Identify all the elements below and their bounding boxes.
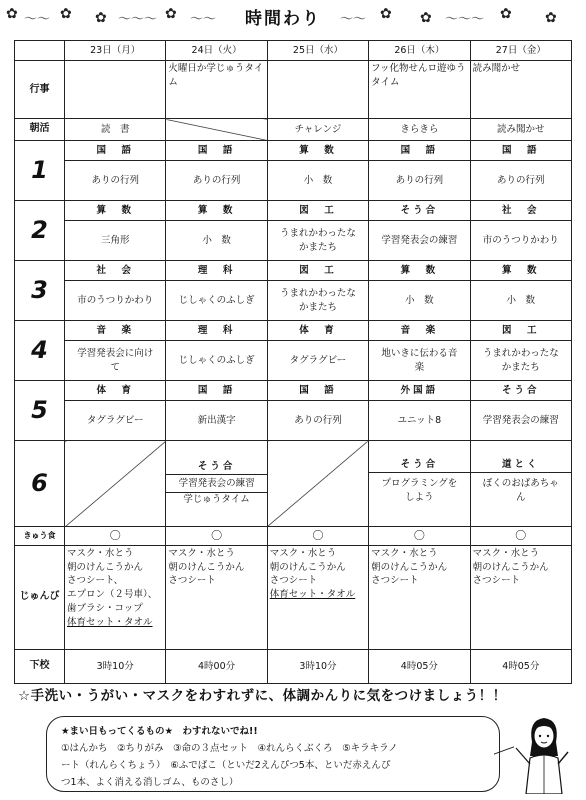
subject-label: 算 数	[267, 141, 368, 161]
subject-label: 体 育	[65, 381, 166, 401]
prep-item: 朝のけんこうかん	[472, 561, 549, 573]
bubble-line: ①はんかち ②ちりがみ ③命の３点セット ④れんらくぶくろ ⑤キラキラノ	[61, 743, 398, 755]
period6-wed-blank	[267, 441, 368, 527]
page-title: 時間わり	[245, 9, 321, 29]
lesson-detail: 新出漢字	[166, 401, 267, 441]
prep-item: マスク・水とう	[168, 547, 235, 559]
subject-label: 算 数	[166, 201, 267, 221]
prep-cell	[470, 545, 571, 649]
asakatsu-row	[15, 119, 572, 141]
subject-label: 理 科	[166, 261, 267, 281]
lesson-detail: じしゃくのふしぎ	[166, 281, 267, 321]
period-number: 6	[15, 441, 65, 527]
flower-icon: ✿	[95, 10, 107, 26]
period-number: 2	[15, 201, 65, 261]
day-header: 23日（月）	[65, 41, 166, 61]
period-row-details	[15, 401, 572, 441]
flower-icon: ✿	[420, 10, 432, 26]
lesson-detail: ありの行列	[470, 161, 571, 201]
period-row-details	[15, 281, 572, 321]
prep-row	[15, 545, 572, 649]
bubble-heading: ★まい日もってくるもの★ わすれないでね!!	[61, 726, 258, 737]
day-header: 27日（金）	[470, 41, 571, 61]
lesson-detail: プログラミングをしよう	[381, 478, 458, 503]
asakatsu-cell-blank	[166, 119, 267, 141]
period-row-subjects	[15, 381, 572, 401]
subject-label: 理 科	[166, 321, 267, 341]
lesson-detail: ユニット8	[369, 401, 470, 441]
lunch-mark: 〇	[369, 527, 470, 546]
prep-item: さつシート、	[67, 575, 124, 587]
row-label-lunch: きゅう食	[15, 527, 65, 546]
event-cell: 読み聞かせ	[470, 61, 571, 119]
subject-label: 社 会	[470, 201, 571, 221]
lesson-detail: ありの行列	[65, 161, 166, 201]
period-row-6	[15, 441, 572, 527]
subject-label: 道とく	[471, 458, 571, 473]
lesson-detail: ありの行列	[267, 401, 368, 441]
lesson-detail: 小 数	[470, 281, 571, 321]
lesson-detail: 学習発表会の練習	[470, 401, 571, 441]
asakatsu-cell: 読 書	[65, 119, 166, 141]
lunch-row	[15, 527, 572, 546]
row-label-prep: じゅんび	[15, 545, 65, 649]
prep-cell	[166, 545, 267, 649]
period-row-subjects	[15, 321, 572, 341]
event-cell: 火曜日か学じゅうタイム	[166, 61, 267, 119]
period-number: 4	[15, 321, 65, 381]
lunch-mark: 〇	[470, 527, 571, 546]
teacher-illustration-icon	[514, 712, 574, 794]
lesson-detail: 学習発表会に向けて	[65, 341, 166, 381]
lesson-detail: タグラグビー	[267, 341, 368, 381]
lesson-detail: ぼくのおばあちゃん	[482, 478, 559, 503]
timetable	[14, 40, 572, 684]
swirl-decoration-icon: ～～	[24, 12, 51, 27]
prep-item: さつシート	[371, 575, 419, 587]
lesson-detail: 市のうつりかわり	[65, 281, 166, 321]
prep-item: 朝のけんこうかん	[67, 561, 144, 573]
items-reminder-bubble	[46, 716, 500, 792]
prep-cell	[267, 545, 368, 649]
flower-icon: ✿	[545, 10, 557, 26]
flower-icon: ✿	[165, 6, 177, 22]
prep-item: さつシート	[269, 575, 318, 587]
day-header-row	[15, 41, 572, 61]
subject-label: 外国語	[369, 381, 470, 401]
subject-label: 国 語	[166, 141, 267, 161]
period-rows	[15, 141, 572, 441]
subject-label: 国 語	[369, 141, 470, 161]
lesson-detail: タグラグビー	[65, 401, 166, 441]
health-reminder-banner: ☆手洗い・うがい・マスクをわすれずに、体調かんりに気をつけましょう！！	[18, 688, 507, 704]
flower-icon: ✿	[380, 6, 392, 22]
period-row-subjects	[15, 201, 572, 221]
prep-item: 朝のけんこうかん	[168, 561, 245, 573]
subject-label: 算 数	[65, 201, 166, 221]
event-cell: フッ化物せんロ遊ゆうタイム	[369, 61, 470, 119]
dismissal-row	[15, 649, 572, 683]
lesson-detail: うまれかわったなかまたち	[267, 281, 368, 321]
dismissal-time: 3時10分	[65, 649, 166, 683]
corner-cell	[15, 41, 65, 61]
prep-item: 朝のけんこうかん	[269, 561, 346, 573]
subject-label: 算 数	[369, 261, 470, 281]
subject-label: 国 語	[267, 381, 368, 401]
swirl-decoration-icon: ～～	[190, 12, 217, 27]
lunch-mark: 〇	[267, 527, 368, 546]
lunch-mark: 〇	[166, 527, 267, 546]
period-row-details	[15, 341, 572, 381]
asakatsu-cell: チャレンジ	[267, 119, 368, 141]
period-number: 3	[15, 261, 65, 321]
period-number: 5	[15, 381, 65, 441]
flower-icon: ✿	[500, 6, 512, 22]
prep-cell	[65, 545, 166, 649]
flower-icon: ✿	[60, 6, 72, 22]
lesson-detail: うまれかわったなかまたち	[267, 221, 368, 261]
prep-item: マスク・水とう	[269, 547, 337, 559]
prep-item: 体育セット・タオル	[67, 616, 153, 628]
period-row-details	[15, 221, 572, 261]
lesson-detail: 地いきに伝わる音楽	[369, 341, 470, 381]
dismissal-time: 3時10分	[267, 649, 368, 683]
swirl-decoration-icon: ～～～	[445, 12, 485, 27]
lesson-detail: 学習発表会の練習	[369, 221, 470, 261]
lesson-detail: 市のうつりかわり	[470, 221, 571, 261]
subject-label: そう合	[470, 381, 571, 401]
lesson-detail: 三角形	[65, 221, 166, 261]
lesson-detail: 学習発表会の練習	[166, 475, 266, 494]
day-header: 24日（火）	[166, 41, 267, 61]
lesson-detail: ありの行列	[166, 161, 267, 201]
period-row-details	[15, 161, 572, 201]
lesson-detail: ありの行列	[369, 161, 470, 201]
row-label-asakatsu: 朝活	[15, 119, 65, 141]
prep-item: マスク・水とう	[371, 547, 438, 559]
asakatsu-cell: 読み聞かせ	[470, 119, 571, 141]
subject-label: 図 工	[470, 321, 571, 341]
period6-mon-blank	[65, 441, 166, 527]
period-row-subjects	[15, 261, 572, 281]
subject-label: そう合	[369, 458, 469, 473]
bubble-line: つ1本、よく消える消しゴム、ものさし）	[61, 777, 239, 789]
subject-label: 算 数	[470, 261, 571, 281]
lesson-detail: うまれかわったなかまたち	[470, 341, 571, 381]
event-cell	[267, 61, 368, 119]
subject-label: そう合	[369, 201, 470, 221]
prep-item: さつシート	[168, 575, 216, 587]
subject-label: 体 育	[267, 321, 368, 341]
swirl-decoration-icon: ～～	[340, 12, 367, 27]
subject-label: 図 工	[267, 261, 368, 281]
prep-item: エプロン（２号車）、歯ブラシ・コップ	[67, 589, 158, 614]
lesson-detail-extra: 学じゅうタイム	[183, 494, 250, 506]
lesson-detail: じしゃくのふしぎ	[166, 341, 267, 381]
row-label-event: 行事	[15, 61, 65, 119]
row-label-dismissal: 下校	[15, 649, 65, 683]
asakatsu-cell: きらきら	[369, 119, 470, 141]
dismissal-time: 4時00分	[166, 649, 267, 683]
subject-label: 国 語	[166, 381, 267, 401]
prep-item: マスク・水とう	[472, 547, 540, 559]
event-cell	[65, 61, 166, 119]
subject-label: 国 語	[65, 141, 166, 161]
day-header: 25日（水）	[267, 41, 368, 61]
page-header	[0, 0, 586, 30]
period-number: 1	[15, 141, 65, 201]
lesson-detail: 小 数	[267, 161, 368, 201]
subject-label: そう合	[166, 460, 266, 475]
subject-label: 国 語	[470, 141, 571, 161]
subject-label: 社 会	[65, 261, 166, 281]
subject-label: 音 楽	[369, 321, 470, 341]
period-row-subjects	[15, 141, 572, 161]
dismissal-time: 4時05分	[470, 649, 571, 683]
prep-item: 朝のけんこうかん	[371, 561, 448, 573]
event-row	[15, 61, 572, 119]
bubble-line: ート（れんらくちょう） ⑥ふでばこ（といだ2えんぴつ5本、といだ赤えんぴ	[61, 760, 391, 772]
lunch-mark: 〇	[65, 527, 166, 546]
lesson-detail: 小 数	[166, 221, 267, 261]
prep-item: 体育セット・タオル	[269, 589, 356, 601]
lesson-detail: 小 数	[369, 281, 470, 321]
day-header: 26日（木）	[369, 41, 470, 61]
prep-cell	[369, 545, 470, 649]
subject-label: 図 工	[267, 201, 368, 221]
swirl-decoration-icon: ～～～	[118, 12, 158, 27]
subject-label: 音 楽	[65, 321, 166, 341]
prep-item: マスク・水とう	[67, 547, 134, 559]
prep-item: さつシート	[472, 575, 521, 587]
flower-icon: ✿	[6, 6, 18, 22]
dismissal-time: 4時05分	[369, 649, 470, 683]
